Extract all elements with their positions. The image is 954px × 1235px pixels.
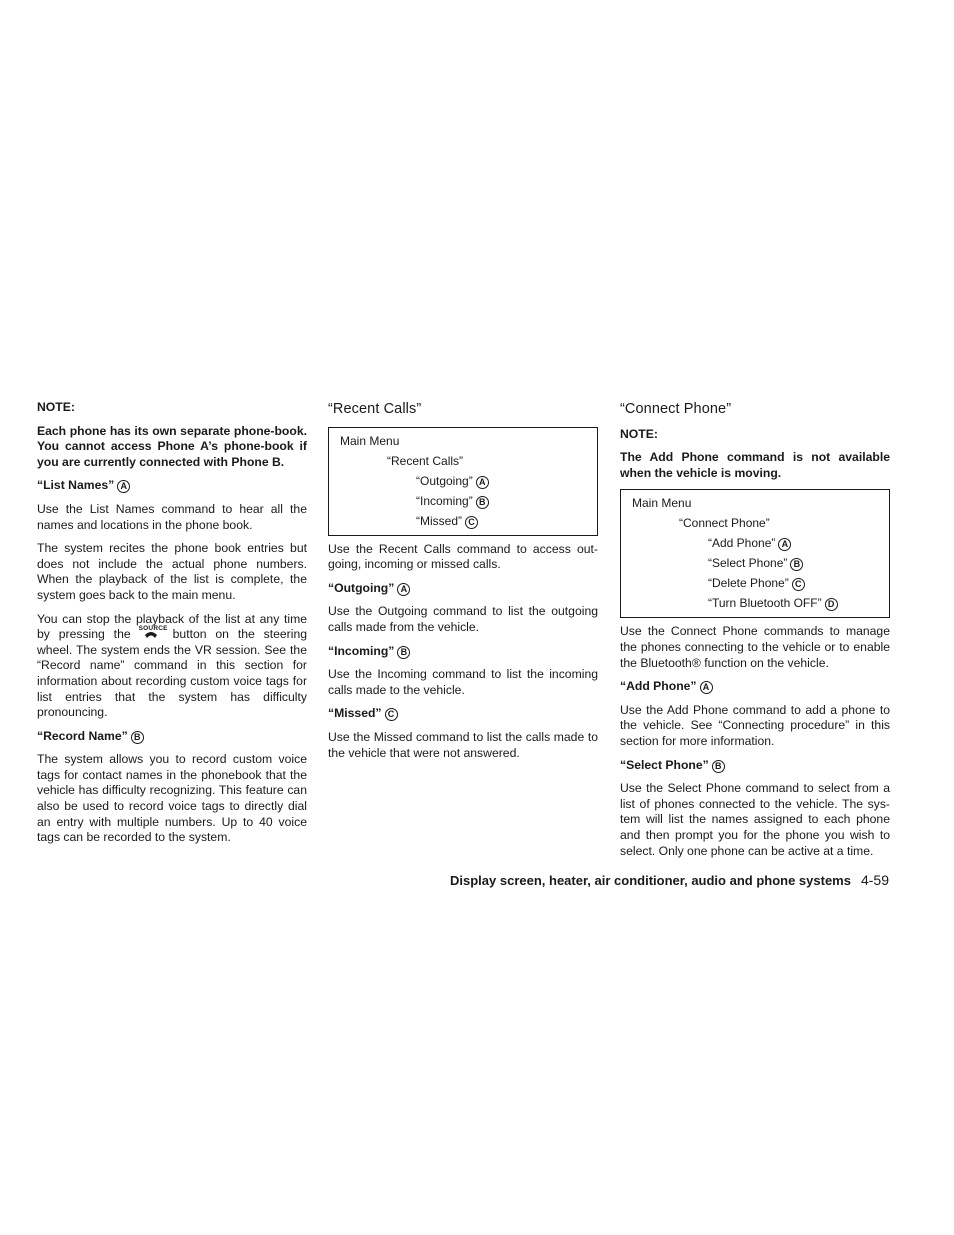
select-phone-heading-text: “Select Phone”	[620, 757, 709, 772]
circled-b-icon: B	[131, 731, 144, 744]
column-middle	[328, 400, 598, 769]
incoming-text: Use the Incoming command to list the incoming calls made to the vehicle.	[328, 667, 598, 697]
page-number: 4-59	[860, 872, 889, 888]
add-phone-text: Use the Add Phone command to add a phone to the vehicle. See “Connecting procedure” in this section for more information.	[620, 702, 890, 748]
menu-delete-phone	[621, 573, 889, 593]
source-button-label: SOURCE	[138, 625, 168, 633]
menu-recent-calls: “Recent Calls”	[387, 453, 464, 468]
record-name-heading-text: “Record Name”	[37, 728, 128, 743]
recent-calls-intro: Use the Recent Calls command to access out-going, incoming or missed calls.	[328, 541, 598, 572]
page-footer	[450, 872, 889, 888]
list-names-paragraph-3-end: button on the steering wheel. The system ends the VR session. See the “Record name” command in this section for information about recording custom voice tags for list entries that the system has difficulty pronouncing.	[37, 627, 308, 720]
missed-heading-text: “Missed”	[328, 706, 382, 721]
missed-text: Use the Missed command to list the calls made to the vehicle that were not answered.	[328, 729, 598, 760]
menu-missed	[329, 511, 597, 531]
circled-c-icon: C	[465, 516, 478, 529]
record-name-paragraph: The system allows you to record custom voice tags for contact names in the phonebook that the vehicle has difficulty recognizing. This feature can also be used to record voice tags to directly dial an entry with multiple numbers. Up to 40 voice tags can be recorded to the system.	[37, 752, 307, 845]
column-left	[37, 400, 307, 854]
menu-select-phone-label: “Select Phone”	[708, 556, 788, 571]
column-right	[620, 400, 890, 867]
circled-a-icon: A	[117, 480, 130, 493]
list-names-heading-text: “List Names”	[37, 478, 115, 493]
add-phone-heading	[620, 679, 890, 695]
menu-outgoing	[329, 471, 597, 491]
recent-calls-title: “Recent Calls”	[328, 401, 422, 417]
menu-select-phone	[621, 553, 889, 573]
list-names-paragraph-2: The system recites the phone book entries but does not include the actual phone numbers. When the playback of the list is complete, the system goes back to the main menu.	[37, 541, 307, 602]
add-phone-heading-text: “Add Phone”	[620, 679, 697, 694]
list-names-heading	[37, 478, 307, 494]
circled-a-icon: A	[397, 583, 410, 596]
outgoing-heading	[328, 581, 598, 597]
circled-c-icon: C	[792, 578, 805, 591]
connect-phone-menu-tree	[620, 489, 890, 618]
connect-phone-title: “Connect Phone”	[620, 401, 732, 417]
note-label: NOTE:	[37, 400, 75, 414]
menu-add-phone-label: “Add Phone”	[708, 536, 776, 551]
incoming-heading	[328, 644, 598, 660]
circled-d-icon: D	[825, 598, 838, 611]
menu-turn-bluetooth-off	[621, 593, 889, 613]
connect-phone-intro: Use the Connect Phone commands to manage the phones connecting to the vehicle or to enable the Bluetooth® function on the vehicle.	[620, 624, 890, 670]
record-name-heading	[37, 729, 307, 745]
outgoing-heading-text: “Outgoing”	[328, 580, 395, 595]
select-phone-text: Use the Select Phone command to select from a list of phones connected to the vehicle. The sys-tem will list the names assigned to each phone and then prompt you for the phone you wish to select. Only one phone can be active at a time.	[620, 781, 890, 858]
menu-main: Main Menu	[340, 433, 400, 448]
circled-b-icon: B	[790, 558, 803, 571]
select-phone-heading	[620, 758, 890, 774]
source-phone-button-icon	[135, 627, 169, 639]
menu-turn-bluetooth-off-label: “Turn Bluetooth OFF”	[708, 596, 822, 611]
circled-a-icon: A	[778, 538, 791, 551]
menu-outgoing-label: “Outgoing”	[416, 473, 473, 488]
menu-delete-phone-label: “Delete Phone”	[708, 576, 789, 591]
circled-b-icon: B	[476, 496, 489, 509]
menu-incoming	[329, 491, 597, 511]
menu-add-phone	[621, 533, 889, 553]
menu-missed-label: “Missed”	[416, 513, 463, 528]
footer-section-title: Display screen, heater, air conditioner, audio and phone systems	[450, 873, 851, 888]
note-text: Each phone has its own separate phone-book. You cannot access Phone A’s phone-book if you are currently connected with Phone B.	[37, 423, 307, 469]
circled-b-icon: B	[397, 646, 410, 659]
note-label: NOTE:	[620, 426, 658, 441]
circled-a-icon: A	[700, 681, 713, 694]
list-names-paragraph-3-start: You can stop the playback of the list at any time by pressing the	[37, 611, 307, 642]
menu-connect-phone: “Connect Phone”	[679, 516, 770, 531]
recent-calls-menu-tree	[328, 427, 598, 536]
circled-c-icon: C	[385, 708, 398, 721]
menu-main: Main Menu	[632, 496, 692, 511]
list-names-paragraph-1: Use the List Names command to hear all the names and locations in the phone book.	[37, 501, 307, 532]
incoming-heading-text: “Incoming”	[328, 643, 395, 658]
note-text: The Add Phone command is not available when the vehicle is moving.	[620, 450, 890, 480]
circled-a-icon: A	[476, 476, 489, 489]
list-names-paragraph-3	[37, 612, 307, 721]
outgoing-text: Use the Outgoing command to list the outgoing calls made from the vehicle.	[328, 604, 598, 634]
missed-heading	[328, 706, 598, 722]
circled-b-icon: B	[712, 760, 725, 773]
menu-incoming-label: “Incoming”	[416, 493, 473, 508]
